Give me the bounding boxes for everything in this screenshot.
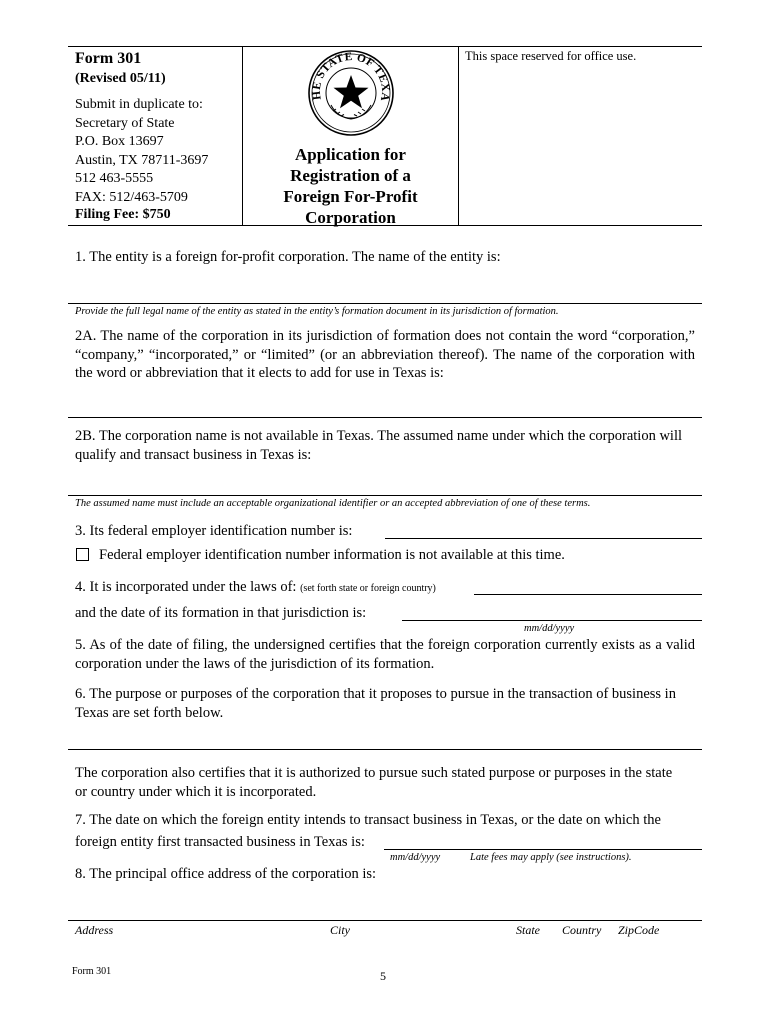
formation-date-field[interactable] (402, 620, 702, 621)
footer-form-number: Form 301 (72, 966, 112, 977)
late-fees-note: Late fees may apply (see instructions). (470, 852, 632, 863)
city-label: City (330, 923, 350, 937)
item-3-text: 3. Its federal employer identification number is: (75, 523, 353, 539)
principal-address-field[interactable] (68, 920, 702, 921)
item-2b-note: The assumed name must include an acceptable organizational identifier or an accepted abbreviation of one of these terms. (75, 498, 591, 509)
item-4-text (75, 578, 436, 599)
item-2b-text: 2B. The corporation name is not available in Texas. The assumed name under which the corporation will qualify and transact business in Texas is: (75, 428, 683, 463)
title-line: Corporation (305, 208, 396, 227)
page-number: 5 (380, 969, 386, 983)
revised-date: (Revised 05/11) (75, 71, 166, 86)
item-7-line-2: foreign entity first transacted business in Texas is: (75, 834, 365, 850)
item-6-certify-text: The corporation also certifies that it is authorized to pursue such stated purpose or purposes in the state or country under which it is incorporated. (75, 765, 673, 800)
purpose-field[interactable] (68, 749, 702, 750)
submit-line: Submit in duplicate to: (75, 97, 203, 112)
formation-date-hint: mm/dd/yyyy (524, 623, 575, 634)
transact-date-hint: mm/dd/yyyy (390, 852, 441, 863)
ein-unavailable-checkbox[interactable] (76, 548, 89, 561)
transact-date-field[interactable] (384, 849, 702, 850)
jurisdiction-field[interactable] (474, 594, 702, 595)
item-7-line-1: 7. The date on which the foreign entity intends to transact business in Texas, or the date on which the (75, 812, 661, 828)
header-top-rule (68, 46, 702, 47)
texas-name-field[interactable] (68, 417, 702, 418)
header-divider-right (458, 46, 459, 226)
item-1-text: 1. The entity is a foreign for-profit corporation. The name of the entity is: (75, 249, 501, 265)
item-5-text: 5. As of the date of filing, the undersigned certifies that the foreign corporation currently exists as a valid corporation under the laws of the jurisdiction of its formation. (75, 637, 695, 672)
submit-block (75, 96, 240, 207)
entity-name-field[interactable] (68, 303, 702, 304)
item-8-text: 8. The principal office address of the corporation is: (75, 866, 377, 882)
submit-line: Austin, TX 78711-3697 (75, 152, 209, 168)
ein-unavailable-label: Federal employer identification number information is not available at this time. (99, 547, 565, 563)
ein-field[interactable] (385, 538, 702, 539)
submit-line: Secretary of State (75, 115, 175, 131)
title-line: Application for (295, 145, 406, 164)
title-line: Foreign For-Profit (283, 187, 418, 206)
country-label: Country (562, 923, 602, 937)
form-title (243, 144, 458, 228)
form-number: Form 301 (75, 50, 142, 67)
item-1-note: Provide the full legal name of the entity as stated in the entity’s formation document in its jurisdiction of formation. (75, 306, 559, 317)
texas-state-seal (307, 49, 395, 137)
title-line: Registration of a (290, 166, 411, 185)
item-2a-text: 2A. The name of the corporation in its jurisdiction of formation does not contain the word “corporation,” “company,” “incorporated,” or “limited” (or an abbreviation thereof). The name of the corporation with the word or abbreviation that it elects to add for use in Texas is: (75, 328, 695, 381)
filing-fee: Filing Fee: $750 (75, 207, 171, 222)
item-4-date-text: and the date of its formation in that jurisdiction is: (75, 605, 367, 621)
submit-line: 512 463-5555 (75, 171, 154, 186)
item-4-hint: (set forth state or foreign country) (300, 583, 436, 594)
address-label: Address (75, 923, 114, 937)
office-use-note: This space reserved for office use. (465, 49, 637, 63)
item-6-text: 6. The purpose or purposes of the corporation that it proposes to pursue in the transaction of business in Texas are set forth below. (75, 686, 676, 721)
zip-label: ZipCode (618, 923, 660, 937)
item-4-label: 4. It is incorporated under the laws of: (75, 579, 297, 595)
assumed-name-field[interactable] (68, 495, 702, 496)
state-label: State (516, 923, 540, 937)
submit-line: P.O. Box 13697 (75, 134, 164, 149)
submit-line: FAX: 512/463-5709 (75, 189, 188, 205)
seal-text: HE STATE OF TEXA (310, 51, 392, 103)
